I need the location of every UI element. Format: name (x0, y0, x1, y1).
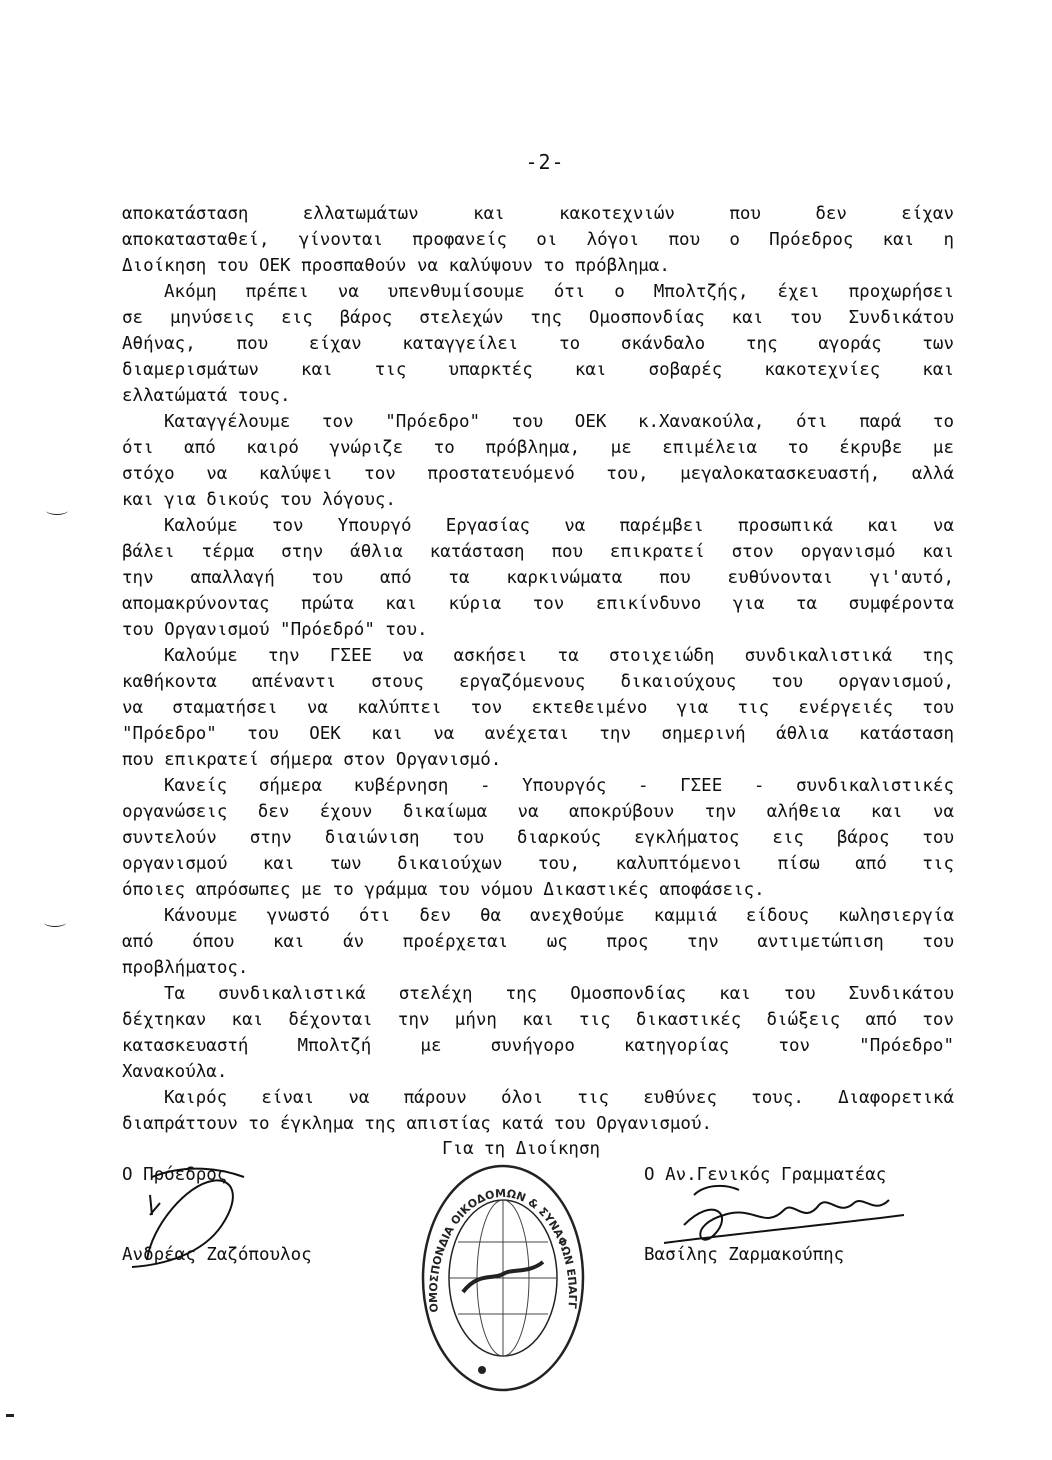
closing-line: Για τη Διοίκηση (442, 1139, 601, 1159)
text-line: σε μηνύσεις εις βάρος στελεχών της Ομοσπονδίας και του Συνδικάτου (122, 308, 954, 328)
page-number: -2- (525, 150, 565, 174)
text-line: όποιες απρόσωπες με το γράμμα του νόμου Δικαστικές αποφάσεις. (122, 880, 765, 900)
text-line: στόχο να καλύψει τον προστατευόμενό του, μεγαλοκατασκευαστή, αλλά (122, 464, 954, 484)
text-line: Καλούμε τον Υπουργό Εργασίας να παρέμβει προσωπικά και να (164, 516, 954, 536)
text-line: του Οργανισμού "Πρόεδρό" του. (122, 620, 428, 640)
text-line: οργανισμού και των δικαιούχων του, καλυπτόμενοι πίσω από τις (122, 854, 954, 874)
text-line: Κάνουμε γνωστό ότι δεν θα ανεχθούμε καμμιά είδους κωλησιεργία (164, 906, 954, 926)
margin-mark (46, 506, 68, 515)
text-line: διαμερισμάτων και τις υπαρκτές και σοβαρές κακοτεχνίες και (122, 360, 954, 380)
secretary-signature-block (644, 1165, 944, 1285)
secretary-signature (644, 1155, 944, 1275)
text-line: "Πρόεδρο" του ΟΕΚ και να ανέχεται την σημερινή άθλια κατάσταση (122, 724, 954, 744)
text-line: ότι από καιρό γνώριζε το πρόβλημα, με επιμέλεια το έκρυβε με (122, 438, 954, 458)
president-title: Ο Πρόεδρος (122, 1165, 228, 1185)
text-line: Καλούμε την ΓΣΕΕ να ασκήσει τα στοιχειώδη συνδικαλιστικά της (164, 646, 954, 666)
text-line: και για δικούς του λόγους. (122, 490, 396, 510)
text-line: Ακόμη πρέπει να υπενθυμίσουμε ότι ο Μπολτζής, έχει προχωρήσει (164, 282, 954, 302)
text-line: βάλει τέρμα στην άθλια κατάσταση που επικρατεί στον οργανισμό και (122, 542, 954, 562)
secretary-title: Ο Αν.Γενικός Γραμματέας (644, 1165, 887, 1185)
text-line: την απαλλαγή του από τα καρκινώματα που ευθύνονται γι'αυτό, (122, 568, 954, 588)
margin-mark (44, 918, 66, 927)
text-line: να σταματήσει να καλύπτει τον εκτεθειμένο για τις ενέργειές του (122, 698, 954, 718)
text-line: διαπράττουν το έγκλημα της απιστίας κατά του Οργανισμού. (122, 1114, 713, 1134)
text-line: οργανώσεις δεν έχουν δικαίωμα να αποκρύβουν την αλήθεια και να (122, 802, 954, 822)
text-line: αποκατάσταση ελλατωμάτων και κακοτεχνιών που δεν είχαν (122, 204, 954, 224)
text-line: προβλήματος. (122, 958, 249, 978)
union-seal (418, 1162, 588, 1394)
president-name: Ανδρέας Ζαζόπουλος (122, 1245, 312, 1265)
corner-mark (6, 1414, 14, 1417)
text-line: απομακρύνοντας πρώτα και κύρια τον επικίνδυνο για τα συμφέροντα (122, 594, 954, 614)
secretary-name: Βασίλης Ζαρμακούπης (644, 1245, 845, 1265)
text-line: ελλατώματά τους. (122, 386, 291, 406)
president-signature-block (122, 1165, 402, 1285)
letter-body (122, 201, 954, 1137)
text-line: καθήκοντα απέναντι στους εργαζόμενους δικαιούχους του οργανισμού, (122, 672, 954, 692)
seal-text: ΟΜΟΣΠΟΝΔΙΑ ΟΙΚΟΔΟΜΩΝ & ΣΥΝΑΦΩΝ ΕΠΑΓΓ (426, 1186, 580, 1314)
text-line: Τα συνδικαλιστικά στελέχη της Ομοσπονδίας και του Συνδικάτου (164, 984, 954, 1004)
text-line: Κανείς σήμερα κυβέρνηση - Υπουργός - ΓΣΕΕ - συνδικαλιστικές (164, 776, 954, 796)
text-line: κατασκευαστή Μπολτζή με συνήγορο κατηγορίας τον "Πρόεδρο" (122, 1036, 954, 1056)
text-line: Καταγγέλουμε τον "Πρόεδρο" του ΟΕΚ κ.Χανακούλα, ότι παρά το (164, 412, 954, 432)
president-signature (92, 1155, 372, 1275)
text-line: που επικρατεί σήμερα στον Οργανισμό. (122, 750, 502, 770)
text-line: Χανακούλα. (122, 1062, 228, 1082)
text-line: Διοίκηση του ΟΕΚ προσπαθούν να καλύψουν το πρόβλημα. (122, 256, 670, 276)
text-line: Καιρός είναι να πάρουν όλοι τις ευθύνες τους. Διαφορετικά (164, 1088, 954, 1108)
text-line: αποκατασταθεί, γίνονται προφανείς οι λόγοι που ο Πρόεδρος και η (122, 230, 954, 250)
text-line: συντελούν στην διαιώνιση του διαρκούς εγκλήματος εις βάρος του (122, 828, 954, 848)
text-line: Αθήνας, που είχαν καταγγείλει το σκάνδαλο της αγοράς των (122, 334, 954, 354)
text-line: δέχτηκαν και δέχονται την μήνη και τις δικαστικές διώξεις από τον (122, 1010, 954, 1030)
text-line: από όπου και άν προέρχεται ως προς την αντιμετώπιση του (122, 932, 954, 952)
